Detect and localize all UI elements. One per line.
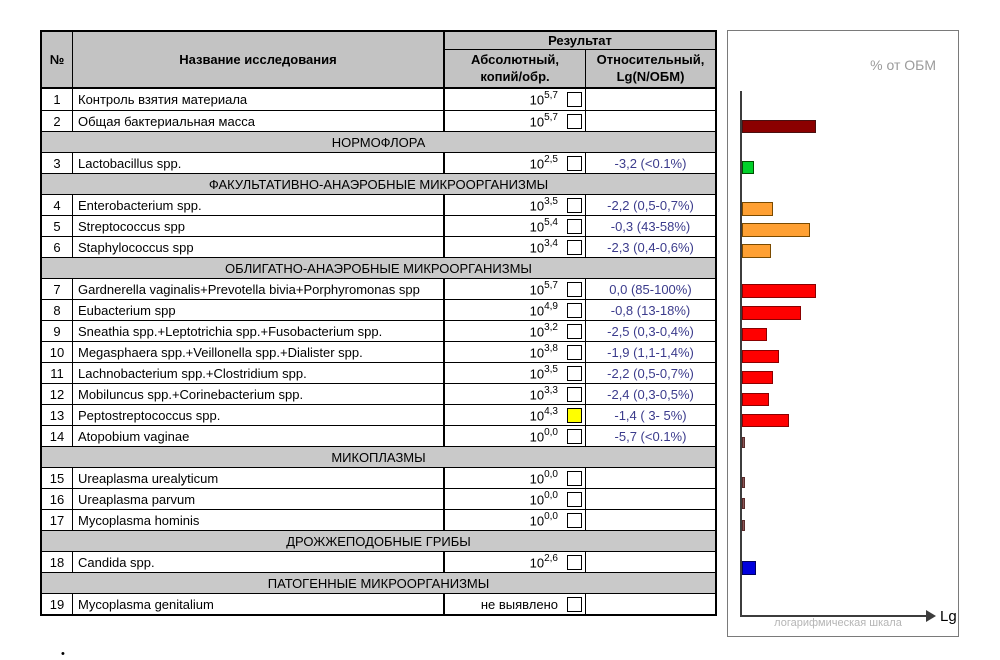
table-row	[42, 383, 715, 404]
result-checkbox[interactable]	[567, 114, 582, 129]
absolute-value-cell	[445, 594, 586, 614]
result-checkbox[interactable]	[567, 156, 582, 171]
row-number: 8	[42, 300, 73, 320]
row-number: 3	[42, 153, 73, 173]
result-checkbox[interactable]	[567, 303, 582, 318]
section-header: ФАКУЛЬТАТИВНО-АНАЭРОБНЫЕ МИКРООРГАНИЗМЫ	[208, 176, 549, 192]
organism-name: Mycoplasma hominis	[73, 510, 445, 530]
relative-value	[586, 89, 715, 110]
absolute-value-cell	[445, 426, 586, 446]
table-row	[42, 152, 715, 173]
absolute-value: 10$^{0,0}$	[529, 468, 558, 487]
relative-value	[586, 489, 715, 509]
result-checkbox[interactable]	[567, 597, 582, 612]
chart-bar	[742, 498, 745, 509]
table-header-row	[42, 32, 715, 89]
relative-header-line2: Lg(N/ОБМ)	[616, 68, 685, 84]
chart-bar	[742, 328, 767, 341]
table-row	[42, 551, 715, 572]
table-row	[42, 299, 715, 320]
row-number: 11	[42, 363, 73, 383]
chart-bar	[742, 393, 769, 406]
table-row	[42, 215, 715, 236]
result-subheaders	[445, 50, 715, 87]
organism-name: Ureaplasma parvum	[73, 489, 445, 509]
relative-value	[586, 111, 715, 131]
table-row	[42, 341, 715, 362]
row-number: 13	[42, 405, 73, 425]
chart-bar	[742, 244, 771, 258]
absolute-value-cell	[445, 111, 586, 131]
organism-name: Mycoplasma genitalium	[73, 594, 445, 614]
absolute-value: 10$^{0,0}$	[529, 489, 558, 508]
absolute-value-cell	[445, 216, 586, 236]
table-row	[42, 362, 715, 383]
absolute-header-line1: Абсолютный,	[471, 52, 559, 68]
absolute-value: 10$^{3,4}$	[529, 237, 558, 256]
result-checkbox[interactable]	[567, 471, 582, 486]
table-body	[42, 89, 715, 614]
result-checkbox[interactable]	[567, 555, 582, 570]
organism-name: Streptococcus spp	[73, 216, 445, 236]
relative-value: 0,0 (85-100%)	[609, 281, 692, 297]
absolute-value: 10$^{4,9}$	[529, 300, 558, 319]
chart-bar	[742, 306, 801, 320]
column-header-result: Результат	[445, 32, 715, 50]
organism-name: Eubacterium spp	[73, 300, 445, 320]
row-number: 19	[42, 594, 73, 614]
organism-name: Sneathia spp.+Leptotrichia spp.+Fusobacterium spp.	[73, 321, 445, 341]
section-header: МИКОПЛАЗМЫ	[331, 449, 426, 465]
absolute-value: 10$^{5,7}$	[529, 279, 558, 298]
result-checkbox[interactable]	[567, 92, 582, 107]
absolute-value: 10$^{3,2}$	[529, 321, 558, 340]
result-checkbox[interactable]	[567, 198, 582, 213]
table-row	[42, 278, 715, 299]
organism-name: Mobiluncus spp.+Corinebacterium spp.	[73, 384, 445, 404]
chart-bar	[742, 284, 816, 298]
section-header: ОБЛИГАТНО-АНАЭРОБНЫЕ МИКРООРГАНИЗМЫ	[225, 260, 532, 276]
relative-value	[586, 552, 715, 572]
result-checkbox[interactable]	[567, 429, 582, 444]
absolute-value: 10$^{2,6}$	[529, 552, 558, 571]
section-header-row	[42, 530, 715, 551]
row-number: 6	[42, 237, 73, 257]
result-checkbox[interactable]	[567, 240, 582, 255]
chart-bar	[742, 350, 779, 363]
chart-bar	[742, 561, 756, 575]
relative-value: -5,7 (<0.1%)	[614, 428, 687, 444]
relative-value: -1,9 (1,1-1,4%)	[607, 344, 694, 360]
absolute-value-cell	[445, 468, 586, 488]
result-checkbox[interactable]	[567, 324, 582, 339]
chart-bar	[742, 202, 773, 216]
relative-value: -2,4 (0,3-0,5%)	[607, 386, 694, 402]
absolute-value: 10$^{5,4}$	[529, 216, 558, 235]
row-number: 18	[42, 552, 73, 572]
absolute-value: 10$^{4,3}$	[529, 405, 558, 424]
x-axis-arrow-icon	[926, 610, 936, 622]
row-number: 12	[42, 384, 73, 404]
chart-bar	[742, 437, 745, 448]
absolute-value-cell	[445, 363, 586, 383]
organism-name: Candida spp.	[73, 552, 445, 572]
absolute-value: 10$^{0,0}$	[529, 426, 558, 445]
absolute-value: 10$^{2,5}$	[529, 153, 558, 172]
chart-panel	[727, 30, 959, 637]
table-row	[42, 509, 715, 530]
absolute-value-cell	[445, 300, 586, 320]
log-scale-note: логарифмическая шкала	[774, 617, 902, 629]
absolute-value: не выявлено	[480, 596, 558, 612]
absolute-value: 10$^{3,5}$	[529, 195, 558, 214]
relative-value: -2,2 (0,5-0,7%)	[607, 365, 694, 381]
table-row	[42, 89, 715, 110]
chart-bar	[742, 120, 816, 133]
column-header-number: №	[42, 32, 73, 87]
section-header-row	[42, 572, 715, 593]
chart-bar	[742, 223, 810, 237]
absolute-header-line2: копий/обр.	[480, 68, 550, 84]
absolute-value: 10$^{3,3}$	[529, 384, 558, 403]
column-header-absolute	[445, 50, 586, 87]
chart-bar	[742, 414, 789, 427]
relative-value	[586, 468, 715, 488]
organism-name: Gardnerella vaginalis+Prevotella bivia+Porphyromonas spp	[73, 279, 445, 299]
relative-value: -2,5 (0,3-0,4%)	[607, 323, 694, 339]
relative-value: -0,3 (43-58%)	[610, 218, 691, 234]
table-row	[42, 488, 715, 509]
absolute-value-cell	[445, 153, 586, 173]
row-number: 16	[42, 489, 73, 509]
section-header-row	[42, 173, 715, 194]
organism-name: Staphylococcus spp	[73, 237, 445, 257]
row-number: 4	[42, 195, 73, 215]
organism-name: Ureaplasma urealyticum	[73, 468, 445, 488]
absolute-value-cell	[445, 195, 586, 215]
result-checkbox[interactable]	[567, 387, 582, 402]
row-number: 15	[42, 468, 73, 488]
row-number: 2	[42, 111, 73, 131]
absolute-value: 10$^{3,8}$	[529, 342, 558, 361]
organism-name: Atopobium vaginae	[73, 426, 445, 446]
organism-name: Megasphaera spp.+Veillonella spp.+Dialister spp.	[73, 342, 445, 362]
row-number: 7	[42, 279, 73, 299]
row-number: 1	[42, 89, 73, 110]
table-row	[42, 425, 715, 446]
row-number: 14	[42, 426, 73, 446]
row-number: 9	[42, 321, 73, 341]
relative-value	[586, 510, 715, 530]
absolute-value-cell	[445, 384, 586, 404]
relative-header-line1: Относительный,	[596, 52, 705, 68]
absolute-value-cell	[445, 89, 586, 110]
organism-name: Общая бактериальная масса	[73, 111, 445, 131]
chart-bar	[742, 371, 773, 384]
absolute-value-cell	[445, 489, 586, 509]
results-table	[40, 30, 717, 616]
footnote-marker: •	[61, 648, 65, 660]
column-header-study-name: Название исследования	[73, 32, 445, 87]
relative-value	[586, 594, 715, 614]
relative-value: -1,4 ( 3- 5%)	[614, 407, 687, 423]
section-header-row	[42, 131, 715, 152]
table-row	[42, 593, 715, 614]
organism-name: Lactobacillus spp.	[73, 153, 445, 173]
result-header-block	[445, 32, 715, 87]
relative-value: -3,2 (<0.1%)	[614, 155, 687, 171]
absolute-value: 10$^{5,7}$	[529, 90, 558, 108]
result-checkbox[interactable]	[567, 282, 582, 297]
section-header: ДРОЖЖЕПОДОБНЫЕ ГРИБЫ	[286, 533, 471, 549]
absolute-value-cell	[445, 237, 586, 257]
relative-value: -2,2 (0,5-0,7%)	[607, 197, 694, 213]
organism-name: Enterobacterium spp.	[73, 195, 445, 215]
absolute-value: 10$^{0,0}$	[529, 510, 558, 529]
table-row	[42, 110, 715, 131]
relative-value: -0,8 (13-18%)	[610, 302, 691, 318]
absolute-value-cell	[445, 279, 586, 299]
result-checkbox[interactable]	[567, 219, 582, 234]
relative-value: -2,3 (0,4-0,6%)	[607, 239, 694, 255]
section-header: НОРМОФЛОРА	[331, 134, 426, 150]
chart-bar	[742, 520, 745, 531]
absolute-value: 10$^{5,7}$	[529, 111, 558, 130]
absolute-value-cell	[445, 321, 586, 341]
absolute-value-cell	[445, 342, 586, 362]
absolute-value-cell	[445, 510, 586, 530]
table-row	[42, 320, 715, 341]
result-checkbox[interactable]	[567, 366, 582, 381]
organism-name: Peptostreptococcus spp.	[73, 405, 445, 425]
chart-title: % от ОБМ	[870, 57, 936, 73]
absolute-value-cell	[445, 405, 586, 425]
organism-name: Контроль взятия материала	[73, 89, 445, 110]
section-header-row	[42, 257, 715, 278]
x-axis-label: Lg	[940, 608, 957, 625]
section-header: ПАТОГЕННЫЕ МИКРООРГАНИЗМЫ	[267, 575, 490, 591]
result-checkbox[interactable]	[567, 408, 582, 423]
result-checkbox[interactable]	[567, 345, 582, 360]
absolute-value-cell	[445, 552, 586, 572]
organism-name: Lachnobacterium spp.+Clostridium spp.	[73, 363, 445, 383]
row-number: 10	[42, 342, 73, 362]
column-header-relative	[586, 50, 715, 87]
chart-bar	[742, 477, 745, 488]
row-number: 5	[42, 216, 73, 236]
result-checkbox[interactable]	[567, 492, 582, 507]
table-row	[42, 404, 715, 425]
table-row	[42, 467, 715, 488]
chart-bar	[742, 161, 754, 174]
result-checkbox[interactable]	[567, 513, 582, 528]
table-row	[42, 236, 715, 257]
row-number: 17	[42, 510, 73, 530]
section-header-row	[42, 446, 715, 467]
absolute-value: 10$^{3,5}$	[529, 363, 558, 382]
table-row	[42, 194, 715, 215]
